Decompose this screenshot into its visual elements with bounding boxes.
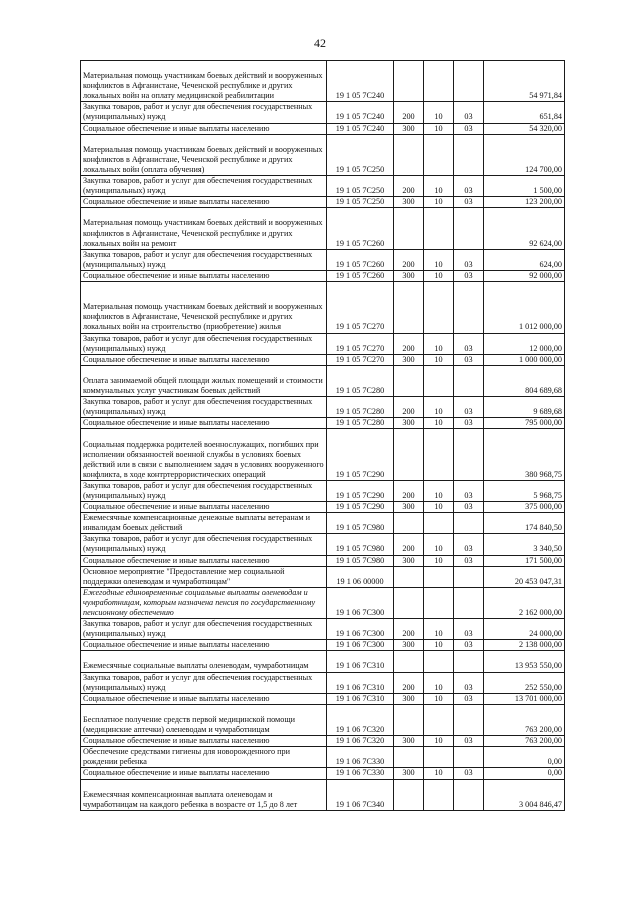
table-row <box>81 513 565 534</box>
row-rz-cell: 10 <box>424 534 454 555</box>
row-name-cell: Закупка товаров, работ и услуг для обеспечения государственных (муниципальных) нужд <box>81 249 327 270</box>
row-code-cell: 19 1 06 7С300 <box>327 587 394 618</box>
row-name-cell: Социальное обеспечение и иные выплаты населению <box>81 555 327 566</box>
table-row <box>81 134 565 175</box>
row-pr-cell: 03 <box>454 418 484 429</box>
row-code-cell: 19 1 05 7С980 <box>327 534 394 555</box>
budget-table <box>80 60 565 811</box>
row-code-cell: 19 1 05 7С260 <box>327 208 394 249</box>
row-name-cell: Закупка товаров, работ и услуг для обеспечения государственных (муниципальных) нужд <box>81 480 327 501</box>
row-rz-cell <box>424 208 454 249</box>
row-code-cell: 19 1 05 7С240 <box>327 123 394 134</box>
row-rz-cell: 10 <box>424 640 454 651</box>
row-code-cell: 19 1 06 7С310 <box>327 651 394 672</box>
row-sum-cell: 9 689,68 <box>484 397 565 418</box>
row-code-cell: 19 1 05 7С240 <box>327 61 394 102</box>
table-row <box>81 704 565 735</box>
row-rz-cell: 10 <box>424 768 454 779</box>
table-row <box>81 502 565 513</box>
row-vr-cell: 200 <box>394 619 424 640</box>
row-sum-cell: 54 320,00 <box>484 123 565 134</box>
row-name-cell: Социальное обеспечение и иные выплаты населению <box>81 418 327 429</box>
row-sum-cell: 3 340,50 <box>484 534 565 555</box>
row-rz-cell <box>424 566 454 587</box>
row-pr-cell <box>454 282 484 334</box>
row-sum-cell: 2 162 000,00 <box>484 587 565 618</box>
row-name-cell: Ежемесячные компенсационные денежные выплаты ветеранам и инвалидам боевых действий <box>81 513 327 534</box>
row-name-cell: Социальное обеспечение и иные выплаты населению <box>81 693 327 704</box>
row-sum-cell: 1 500,00 <box>484 176 565 197</box>
table-row <box>81 534 565 555</box>
row-code-cell: 19 1 05 7С270 <box>327 282 394 334</box>
row-vr-cell: 300 <box>394 768 424 779</box>
row-pr-cell: 03 <box>454 672 484 693</box>
row-vr-cell: 300 <box>394 555 424 566</box>
row-vr-cell: 200 <box>394 249 424 270</box>
row-rz-cell <box>424 513 454 534</box>
row-pr-cell: 03 <box>454 270 484 281</box>
row-rz-cell: 10 <box>424 270 454 281</box>
row-vr-cell: 300 <box>394 693 424 704</box>
row-sum-cell: 12 000,00 <box>484 333 565 354</box>
row-sum-cell: 1 000 000,00 <box>484 354 565 365</box>
table-row <box>81 102 565 123</box>
row-code-cell: 19 1 05 7С980 <box>327 513 394 534</box>
row-sum-cell: 13 701 000,00 <box>484 693 565 704</box>
row-rz-cell <box>424 282 454 334</box>
row-name-cell: Закупка товаров, работ и услуг для обеспечения государственных (муниципальных) нужд <box>81 619 327 640</box>
row-name-cell: Закупка товаров, работ и услуг для обеспечения государственных (муниципальных) нужд <box>81 176 327 197</box>
row-sum-cell: 5 968,75 <box>484 480 565 501</box>
row-name-cell: Закупка товаров, работ и услуг для обеспечения государственных (муниципальных) нужд <box>81 672 327 693</box>
row-code-cell: 19 1 05 7С250 <box>327 134 394 175</box>
row-code-cell: 19 1 05 7С260 <box>327 249 394 270</box>
row-rz-cell <box>424 779 454 810</box>
row-name-cell: Ежегодные единовременные социальные выплаты оленеводам и чумработницам, которым назначена пенсия по государственному пенсионному обеспечению <box>81 587 327 618</box>
row-rz-cell <box>424 747 454 768</box>
row-name-cell: Ежемесячные социальные выплаты оленеводам, чумработницам <box>81 651 327 672</box>
row-code-cell: 19 1 05 7С260 <box>327 270 394 281</box>
row-name-cell: Бесплатное получение средств первой медицинской помощи (медицинские аптечки) оленеводам и чумработницам <box>81 704 327 735</box>
row-vr-cell <box>394 704 424 735</box>
row-code-cell: 19 1 05 7С240 <box>327 102 394 123</box>
row-pr-cell <box>454 704 484 735</box>
row-code-cell: 19 1 06 7С320 <box>327 704 394 735</box>
row-pr-cell <box>454 566 484 587</box>
row-name-cell: Социальное обеспечение и иные выплаты населению <box>81 640 327 651</box>
row-pr-cell <box>454 365 484 396</box>
row-pr-cell: 03 <box>454 249 484 270</box>
row-pr-cell: 03 <box>454 397 484 418</box>
row-sum-cell: 0,00 <box>484 768 565 779</box>
row-sum-cell: 174 840,50 <box>484 513 565 534</box>
row-sum-cell: 763 200,00 <box>484 736 565 747</box>
row-sum-cell: 375 000,00 <box>484 502 565 513</box>
table-row <box>81 249 565 270</box>
table-row <box>81 640 565 651</box>
row-rz-cell: 10 <box>424 249 454 270</box>
row-vr-cell <box>394 429 424 481</box>
table-row <box>81 693 565 704</box>
table-row <box>81 768 565 779</box>
row-rz-cell <box>424 587 454 618</box>
row-code-cell: 19 1 05 7С280 <box>327 365 394 396</box>
row-code-cell: 19 1 06 7С330 <box>327 747 394 768</box>
row-rz-cell: 10 <box>424 693 454 704</box>
row-code-cell: 19 1 06 7С310 <box>327 693 394 704</box>
row-name-cell: Социальное обеспечение и иные выплаты населению <box>81 123 327 134</box>
row-vr-cell <box>394 282 424 334</box>
row-pr-cell: 03 <box>454 354 484 365</box>
row-vr-cell <box>394 566 424 587</box>
table-row <box>81 282 565 334</box>
row-pr-cell: 03 <box>454 480 484 501</box>
row-vr-cell: 200 <box>394 672 424 693</box>
row-vr-cell: 300 <box>394 418 424 429</box>
row-code-cell: 19 1 05 7С290 <box>327 502 394 513</box>
row-vr-cell: 300 <box>394 354 424 365</box>
row-vr-cell <box>394 779 424 810</box>
row-code-cell: 19 1 05 7С250 <box>327 197 394 208</box>
row-name-cell: Социальное обеспечение и иные выплаты населению <box>81 502 327 513</box>
row-sum-cell: 171 500,00 <box>484 555 565 566</box>
row-sum-cell: 651,84 <box>484 102 565 123</box>
row-vr-cell: 200 <box>394 534 424 555</box>
row-vr-cell <box>394 134 424 175</box>
row-sum-cell: 123 200,00 <box>484 197 565 208</box>
row-pr-cell: 03 <box>454 619 484 640</box>
row-vr-cell <box>394 365 424 396</box>
row-sum-cell: 13 953 550,00 <box>484 651 565 672</box>
row-pr-cell: 03 <box>454 555 484 566</box>
row-name-cell: Социальное обеспечение и иные выплаты населению <box>81 736 327 747</box>
row-vr-cell: 200 <box>394 102 424 123</box>
row-rz-cell: 10 <box>424 333 454 354</box>
table-row <box>81 208 565 249</box>
row-rz-cell: 10 <box>424 418 454 429</box>
row-pr-cell <box>454 61 484 102</box>
row-pr-cell: 03 <box>454 123 484 134</box>
row-code-cell: 19 1 05 7С270 <box>327 333 394 354</box>
table-row <box>81 365 565 396</box>
row-rz-cell: 10 <box>424 736 454 747</box>
row-vr-cell <box>394 513 424 534</box>
table-row <box>81 587 565 618</box>
table-row <box>81 747 565 768</box>
row-sum-cell: 795 000,00 <box>484 418 565 429</box>
row-rz-cell <box>424 134 454 175</box>
row-pr-cell: 03 <box>454 333 484 354</box>
row-pr-cell: 03 <box>454 176 484 197</box>
row-rz-cell: 10 <box>424 619 454 640</box>
row-code-cell: 19 1 05 7С280 <box>327 397 394 418</box>
row-pr-cell: 03 <box>454 197 484 208</box>
row-pr-cell: 03 <box>454 736 484 747</box>
row-name-cell: Ежемесячная компенсационная выплата оленеводам и чумработницам на каждого ребенка в возрасте от 1,5 до 8 лет <box>81 779 327 810</box>
row-code-cell: 19 1 06 7С340 <box>327 779 394 810</box>
row-vr-cell: 300 <box>394 640 424 651</box>
row-name-cell: Социальная поддержка родителей военнослужащих, погибших при исполнении обязанностей военной службы в условиях боевых действий или в связи с выполнением задач в условиях вооруженного конфликта, в ходе контртеррористических операций <box>81 429 327 481</box>
row-vr-cell: 300 <box>394 502 424 513</box>
row-sum-cell: 380 968,75 <box>484 429 565 481</box>
row-sum-cell: 763 200,00 <box>484 704 565 735</box>
budget-table-body <box>81 61 565 811</box>
row-code-cell: 19 1 06 7С330 <box>327 768 394 779</box>
row-vr-cell <box>394 651 424 672</box>
row-pr-cell <box>454 779 484 810</box>
row-rz-cell: 10 <box>424 480 454 501</box>
row-pr-cell <box>454 651 484 672</box>
row-sum-cell: 92 624,00 <box>484 208 565 249</box>
row-vr-cell: 200 <box>394 480 424 501</box>
row-sum-cell: 92 000,00 <box>484 270 565 281</box>
table-row <box>81 480 565 501</box>
row-sum-cell: 252 550,00 <box>484 672 565 693</box>
row-pr-cell <box>454 429 484 481</box>
row-vr-cell <box>394 587 424 618</box>
table-row <box>81 270 565 281</box>
row-sum-cell: 624,00 <box>484 249 565 270</box>
row-code-cell: 19 1 06 7С320 <box>327 736 394 747</box>
table-row <box>81 176 565 197</box>
row-pr-cell <box>454 134 484 175</box>
row-code-cell: 19 1 05 7С280 <box>327 418 394 429</box>
row-sum-cell: 54 971,84 <box>484 61 565 102</box>
row-rz-cell: 10 <box>424 176 454 197</box>
row-vr-cell: 300 <box>394 736 424 747</box>
row-name-cell: Закупка товаров, работ и услуг для обеспечения государственных (муниципальных) нужд <box>81 534 327 555</box>
table-row <box>81 672 565 693</box>
row-sum-cell: 24 000,00 <box>484 619 565 640</box>
row-sum-cell: 20 453 047,31 <box>484 566 565 587</box>
table-row <box>81 566 565 587</box>
table-row <box>81 397 565 418</box>
row-code-cell: 19 1 06 7С300 <box>327 640 394 651</box>
row-sum-cell: 2 138 000,00 <box>484 640 565 651</box>
row-vr-cell: 200 <box>394 397 424 418</box>
row-name-cell: Социальное обеспечение и иные выплаты населению <box>81 197 327 208</box>
table-row <box>81 651 565 672</box>
row-vr-cell <box>394 61 424 102</box>
row-name-cell: Закупка товаров, работ и услуг для обеспечения государственных (муниципальных) нужд <box>81 333 327 354</box>
row-pr-cell <box>454 513 484 534</box>
row-pr-cell: 03 <box>454 534 484 555</box>
table-row <box>81 197 565 208</box>
row-name-cell: Материальная помощь участникам боевых действий и вооруженных конфликтов в Афганистане, Чеченской республике и других локальных войн на строительство (приобретение) жилья <box>81 282 327 334</box>
table-row <box>81 333 565 354</box>
row-sum-cell: 1 012 000,00 <box>484 282 565 334</box>
row-pr-cell <box>454 587 484 618</box>
row-name-cell: Материальная помощь участникам боевых действий и вооруженных конфликтов в Афганистане, Чеченской республике и других локальных войн на ремонт <box>81 208 327 249</box>
row-rz-cell: 10 <box>424 123 454 134</box>
row-vr-cell: 200 <box>394 176 424 197</box>
row-name-cell: Закупка товаров, работ и услуг для обеспечения государственных (муниципальных) нужд <box>81 397 327 418</box>
row-rz-cell: 10 <box>424 354 454 365</box>
row-rz-cell <box>424 704 454 735</box>
table-row <box>81 61 565 102</box>
row-pr-cell: 03 <box>454 693 484 704</box>
row-vr-cell: 200 <box>394 333 424 354</box>
row-code-cell: 19 1 06 7С300 <box>327 619 394 640</box>
row-rz-cell <box>424 61 454 102</box>
row-sum-cell: 0,00 <box>484 747 565 768</box>
row-name-cell: Социальное обеспечение и иные выплаты населению <box>81 270 327 281</box>
row-rz-cell: 10 <box>424 672 454 693</box>
row-name-cell: Основное мероприятие "Предоставление мер социальной поддержки оленеводам и чумработницам" <box>81 566 327 587</box>
row-rz-cell <box>424 429 454 481</box>
row-rz-cell: 10 <box>424 197 454 208</box>
row-sum-cell: 804 689,68 <box>484 365 565 396</box>
row-name-cell: Материальная помощь участникам боевых действий и вооруженных конфликтов в Афганистане, Чеченской республике и других локальных войн на оплату медицинской реабилитации <box>81 61 327 102</box>
row-name-cell: Закупка товаров, работ и услуг для обеспечения государственных (муниципальных) нужд <box>81 102 327 123</box>
row-code-cell: 19 1 06 7С310 <box>327 672 394 693</box>
row-rz-cell <box>424 365 454 396</box>
table-row <box>81 619 565 640</box>
table-row <box>81 779 565 810</box>
row-vr-cell: 300 <box>394 270 424 281</box>
row-pr-cell: 03 <box>454 102 484 123</box>
row-name-cell: Обеспечение средствами гигиены для новорожденного при рождении ребенка <box>81 747 327 768</box>
row-vr-cell: 300 <box>394 197 424 208</box>
row-name-cell: Социальное обеспечение и иные выплаты населению <box>81 354 327 365</box>
row-pr-cell <box>454 208 484 249</box>
row-pr-cell: 03 <box>454 502 484 513</box>
table-row <box>81 555 565 566</box>
row-code-cell: 19 1 05 7С290 <box>327 429 394 481</box>
row-name-cell: Социальное обеспечение и иные выплаты населению <box>81 768 327 779</box>
row-rz-cell: 10 <box>424 102 454 123</box>
row-pr-cell: 03 <box>454 768 484 779</box>
row-rz-cell <box>424 651 454 672</box>
row-vr-cell <box>394 747 424 768</box>
row-sum-cell: 3 004 846,47 <box>484 779 565 810</box>
table-row <box>81 418 565 429</box>
row-pr-cell <box>454 747 484 768</box>
row-rz-cell: 10 <box>424 555 454 566</box>
row-code-cell: 19 1 06 00000 <box>327 566 394 587</box>
row-code-cell: 19 1 05 7С250 <box>327 176 394 197</box>
row-rz-cell: 10 <box>424 397 454 418</box>
table-row <box>81 429 565 481</box>
row-code-cell: 19 1 05 7С270 <box>327 354 394 365</box>
row-sum-cell: 124 700,00 <box>484 134 565 175</box>
row-code-cell: 19 1 05 7С290 <box>327 480 394 501</box>
row-rz-cell: 10 <box>424 502 454 513</box>
row-code-cell: 19 1 05 7С980 <box>327 555 394 566</box>
page-number: 42 <box>314 36 326 50</box>
row-vr-cell <box>394 208 424 249</box>
row-vr-cell: 300 <box>394 123 424 134</box>
row-name-cell: Оплата занимаемой общей площади жилых помещений и стоимости коммунальных услуг участникам боевых действий <box>81 365 327 396</box>
table-row <box>81 123 565 134</box>
row-name-cell: Материальная помощь участникам боевых действий и вооруженных конфликтов в Афганистане, Чеченской республике и других локальных войн (оплата обучения) <box>81 134 327 175</box>
table-row <box>81 354 565 365</box>
table-row <box>81 736 565 747</box>
row-pr-cell: 03 <box>454 640 484 651</box>
